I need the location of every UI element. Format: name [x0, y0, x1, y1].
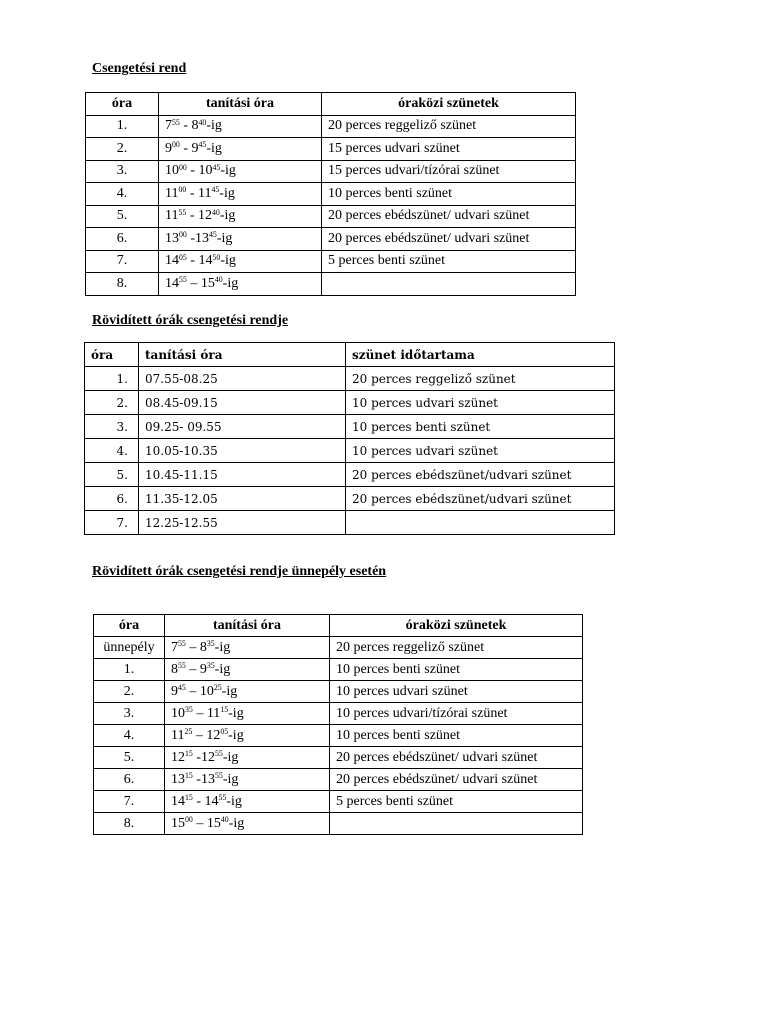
time-separator: – — [185, 683, 200, 699]
time-separator: - — [192, 793, 205, 809]
end-minute: 40 — [198, 117, 207, 127]
start-hour: 9 — [165, 140, 172, 156]
start-minute: 00 — [179, 162, 187, 172]
start-minute: 55 — [178, 661, 186, 671]
end-hour: 15 — [206, 815, 221, 831]
table-row — [85, 463, 615, 487]
lesson-time-cell — [165, 747, 330, 769]
time-suffix: -ig — [206, 118, 222, 134]
table-row — [86, 205, 576, 228]
time-suffix: -ig — [228, 727, 244, 743]
time-separator: - — [179, 118, 192, 134]
break-cell: 10 perces benti szünet — [346, 415, 615, 439]
table-header-row — [85, 343, 615, 367]
time-separator: - — [192, 749, 201, 765]
end-hour: 11 — [206, 705, 221, 721]
table-row — [85, 415, 615, 439]
table-row — [94, 681, 583, 703]
start-minute: 25 — [184, 727, 193, 737]
start-minute: 00 — [185, 815, 193, 825]
end-minute: 50 — [212, 252, 221, 262]
lesson-time-cell — [159, 160, 322, 183]
table-row — [94, 791, 583, 813]
end-hour: 12 — [197, 208, 212, 224]
break-cell: 10 perces udvari szünet — [330, 681, 583, 703]
time-separator: - — [192, 771, 201, 787]
break-cell: 10 perces udvari/tízórai szünet — [330, 703, 583, 725]
table-body — [85, 367, 615, 535]
lesson-time-cell: 09.25- 09.55 — [139, 415, 346, 439]
table-row — [94, 703, 583, 725]
time-suffix: -ig — [222, 771, 239, 787]
break-cell: 20 perces reggeliző szünet — [330, 637, 583, 659]
end-minute: 55 — [215, 771, 223, 781]
table-row — [94, 747, 583, 769]
lesson-number-cell: 5. — [85, 463, 139, 487]
end-hour: 13 — [195, 230, 209, 246]
break-cell: 10 perces benti szünet — [330, 659, 583, 681]
break-cell: 15 perces udvari/tízórai szünet — [322, 160, 576, 183]
break-cell: 20 perces ebédszünet/udvari szünet — [346, 463, 615, 487]
time-suffix: -ig — [228, 815, 245, 831]
time-suffix: -ig — [220, 253, 236, 269]
lesson-time-cell — [165, 703, 330, 725]
end-minute: 05 — [220, 727, 229, 737]
break-cell: 5 perces benti szünet — [322, 250, 576, 273]
end-minute: 35 — [206, 661, 215, 671]
time-separator: - — [186, 253, 199, 269]
break-cell: 10 perces udvari szünet — [346, 439, 615, 463]
break-cell: 20 perces ebédszünet/ udvari szünet — [330, 769, 583, 791]
end-minute: 40 — [211, 207, 220, 217]
section3-title: Rövidített órák csengetési rendje ünnepély esetén — [92, 564, 387, 579]
lesson-number-cell: ünnepély — [94, 637, 165, 659]
lesson-time-cell — [159, 138, 322, 161]
lesson-number-cell: 5. — [94, 747, 165, 769]
break-cell: 10 perces benti szünet — [322, 183, 576, 206]
lesson-time-cell: 11.35-12.05 — [139, 487, 346, 511]
column-header-ora: óra — [85, 343, 139, 367]
table-row — [94, 725, 583, 747]
lesson-number-cell: 7. — [85, 511, 139, 535]
end-hour: 8 — [191, 118, 199, 134]
time-suffix: -ig — [214, 639, 231, 655]
time-suffix: -ig — [216, 230, 233, 246]
lesson-number-cell: 7. — [94, 791, 165, 813]
lesson-number-cell: 2. — [94, 681, 165, 703]
lesson-time-cell: 07.55-08.25 — [139, 367, 346, 391]
end-minute: 45 — [211, 185, 220, 195]
lesson-number-cell: 6. — [85, 487, 139, 511]
start-hour: 11 — [165, 185, 179, 201]
end-minute: 45 — [198, 140, 207, 150]
break-cell: 15 perces udvari szünet — [322, 138, 576, 161]
start-minute: 55 — [172, 117, 180, 127]
start-hour: 13 — [171, 771, 185, 787]
lesson-number-cell: 5. — [86, 205, 159, 228]
table-body — [94, 637, 583, 835]
start-minute: 15 — [185, 793, 193, 803]
lesson-number-cell: 8. — [86, 273, 159, 296]
break-cell — [330, 813, 583, 835]
table-body — [86, 115, 576, 295]
time-separator: – — [192, 705, 207, 721]
start-minute: 05 — [179, 252, 187, 262]
lesson-time-cell: 10.05-10.35 — [139, 439, 346, 463]
break-cell: 10 perces benti szünet — [330, 725, 583, 747]
table-row — [94, 769, 583, 791]
table-row — [94, 637, 583, 659]
table-row — [85, 439, 615, 463]
lesson-number-cell: 4. — [85, 439, 139, 463]
start-hour: 8 — [171, 661, 178, 677]
end-hour: 10 — [199, 683, 214, 699]
break-cell: 5 perces benti szünet — [330, 791, 583, 813]
lesson-time-cell — [159, 273, 322, 296]
break-cell: 20 perces reggeliző szünet — [322, 115, 576, 138]
time-separator: – — [186, 275, 201, 291]
time-suffix: -ig — [220, 163, 236, 179]
end-minute: 35 — [206, 639, 215, 649]
time-separator: - — [186, 230, 195, 246]
end-hour: 12 — [201, 749, 215, 765]
time-suffix: -ig — [219, 185, 235, 201]
time-separator: – — [185, 639, 200, 655]
table-row — [85, 367, 615, 391]
time-suffix: -ig — [226, 793, 242, 809]
end-hour: 8 — [199, 639, 207, 655]
table-row — [85, 511, 615, 535]
start-hour: 15 — [171, 815, 185, 831]
table-header-row — [94, 615, 583, 637]
lesson-number-cell: 8. — [94, 813, 165, 835]
break-cell: 20 perces ebédszünet/ udvari szünet — [330, 747, 583, 769]
time-separator: - — [186, 208, 198, 224]
start-minute: 15 — [185, 771, 193, 781]
table-row — [94, 659, 583, 681]
time-suffix: -ig — [219, 208, 236, 224]
lesson-time-cell — [165, 659, 330, 681]
table-row — [86, 273, 576, 296]
lesson-number-cell: 6. — [94, 769, 165, 791]
lesson-number-cell: 4. — [94, 725, 165, 747]
end-hour: 10 — [198, 163, 213, 179]
start-hour: 10 — [171, 705, 185, 721]
table-row — [86, 160, 576, 183]
lesson-time-cell — [159, 183, 322, 206]
end-minute: 15 — [220, 705, 229, 715]
table-row — [86, 183, 576, 206]
start-hour: 11 — [171, 727, 185, 743]
lesson-time-cell: 12.25-12.55 — [139, 511, 346, 535]
time-separator: - — [186, 163, 199, 179]
time-separator: – — [192, 815, 207, 831]
lesson-time-cell — [159, 115, 322, 138]
start-minute: 55 — [179, 275, 187, 285]
start-minute: 00 — [172, 140, 180, 150]
table-row — [94, 813, 583, 835]
start-minute: 45 — [178, 683, 186, 693]
lesson-time-cell: 08.45-09.15 — [139, 391, 346, 415]
time-separator: – — [185, 661, 200, 677]
lesson-number-cell: 3. — [85, 415, 139, 439]
start-hour: 13 — [165, 230, 179, 246]
time-suffix: -ig — [221, 683, 238, 699]
lesson-number-cell: 7. — [86, 250, 159, 273]
start-minute: 55 — [178, 639, 186, 649]
table-header-row — [86, 93, 576, 116]
table-row — [86, 138, 576, 161]
lesson-number-cell: 3. — [86, 160, 159, 183]
break-cell: 20 perces ebédszünet/udvari szünet — [346, 487, 615, 511]
lesson-time-cell — [159, 250, 322, 273]
column-header-tanitasi-ora: tanítási óra — [165, 615, 330, 637]
lesson-time-cell — [165, 769, 330, 791]
time-suffix: -ig — [222, 275, 239, 291]
start-hour: 7 — [171, 639, 178, 655]
column-header-ora: óra — [86, 93, 159, 116]
start-hour: 11 — [165, 208, 179, 224]
lesson-time-cell — [165, 791, 330, 813]
lesson-time-cell: 10.45-11.15 — [139, 463, 346, 487]
start-hour: 14 — [171, 793, 185, 809]
time-separator: - — [179, 140, 192, 156]
column-header-szunet-idotartama: szünet időtartama — [346, 343, 615, 367]
column-header-ora: óra — [94, 615, 165, 637]
shortened-schedule-table — [84, 342, 615, 535]
start-hour: 9 — [171, 683, 178, 699]
lesson-number-cell: 3. — [94, 703, 165, 725]
end-hour: 9 — [191, 140, 199, 156]
break-cell — [322, 273, 576, 296]
bell-schedule-table — [85, 92, 576, 296]
column-header-tanitasi-ora: tanítási óra — [159, 93, 322, 116]
end-minute: 55 — [218, 793, 227, 803]
lesson-time-cell — [165, 725, 330, 747]
lesson-time-cell — [165, 813, 330, 835]
end-minute: 45 — [212, 162, 221, 172]
lesson-time-cell — [165, 681, 330, 703]
lesson-number-cell: 6. — [86, 228, 159, 251]
time-separator: - — [186, 185, 198, 201]
time-separator: – — [192, 727, 207, 743]
start-minute: 35 — [185, 705, 193, 715]
break-cell — [346, 511, 615, 535]
time-suffix: -ig — [222, 749, 239, 765]
table-row — [86, 250, 576, 273]
table-row — [86, 228, 576, 251]
break-cell: 20 perces ebédszünet/ udvari szünet — [322, 228, 576, 251]
end-hour: 12 — [206, 727, 221, 743]
start-hour: 14 — [165, 253, 179, 269]
end-hour: 15 — [200, 275, 215, 291]
lesson-number-cell: 2. — [85, 391, 139, 415]
time-suffix: -ig — [228, 705, 244, 721]
end-minute: 25 — [213, 683, 222, 693]
time-suffix: -ig — [214, 661, 231, 677]
lesson-number-cell: 2. — [86, 138, 159, 161]
section2-title: Rövidített órák csengetési rendje — [92, 313, 289, 328]
column-header-orakozi-szunetek: óraközi szünetek — [330, 615, 583, 637]
break-cell: 10 perces udvari szünet — [346, 391, 615, 415]
table-row — [86, 115, 576, 138]
start-hour: 10 — [165, 163, 179, 179]
end-minute: 40 — [220, 815, 229, 825]
start-minute: 00 — [179, 230, 187, 240]
start-hour: 12 — [171, 749, 185, 765]
lesson-time-cell — [165, 637, 330, 659]
column-header-tanitasi-ora: tanítási óra — [139, 343, 346, 367]
lesson-number-cell: 1. — [85, 367, 139, 391]
end-hour: 14 — [204, 793, 219, 809]
end-hour: 9 — [199, 661, 207, 677]
ceremony-schedule-table — [93, 614, 583, 835]
column-header-orakozi-szunetek: óraközi szünetek — [322, 93, 576, 116]
end-minute: 45 — [209, 230, 217, 240]
lesson-number-cell: 4. — [86, 183, 159, 206]
break-cell: 20 perces reggeliző szünet — [346, 367, 615, 391]
time-suffix: -ig — [206, 140, 222, 156]
lesson-number-cell: 1. — [86, 115, 159, 138]
start-hour: 7 — [165, 118, 172, 134]
break-cell: 20 perces ebédszünet/ udvari szünet — [322, 205, 576, 228]
start-minute: 00 — [178, 185, 187, 195]
table-row — [85, 487, 615, 511]
lesson-time-cell — [159, 228, 322, 251]
end-minute: 55 — [215, 749, 223, 759]
end-minute: 40 — [214, 275, 223, 285]
start-hour: 14 — [165, 275, 179, 291]
lesson-time-cell — [159, 205, 322, 228]
start-minute: 15 — [185, 749, 193, 759]
end-hour: 13 — [201, 771, 215, 787]
lesson-number-cell: 1. — [94, 659, 165, 681]
section1-title: Csengetési rend — [92, 61, 187, 76]
end-hour: 14 — [198, 253, 213, 269]
end-hour: 11 — [197, 185, 212, 201]
table-row — [85, 391, 615, 415]
start-minute: 55 — [178, 207, 187, 217]
